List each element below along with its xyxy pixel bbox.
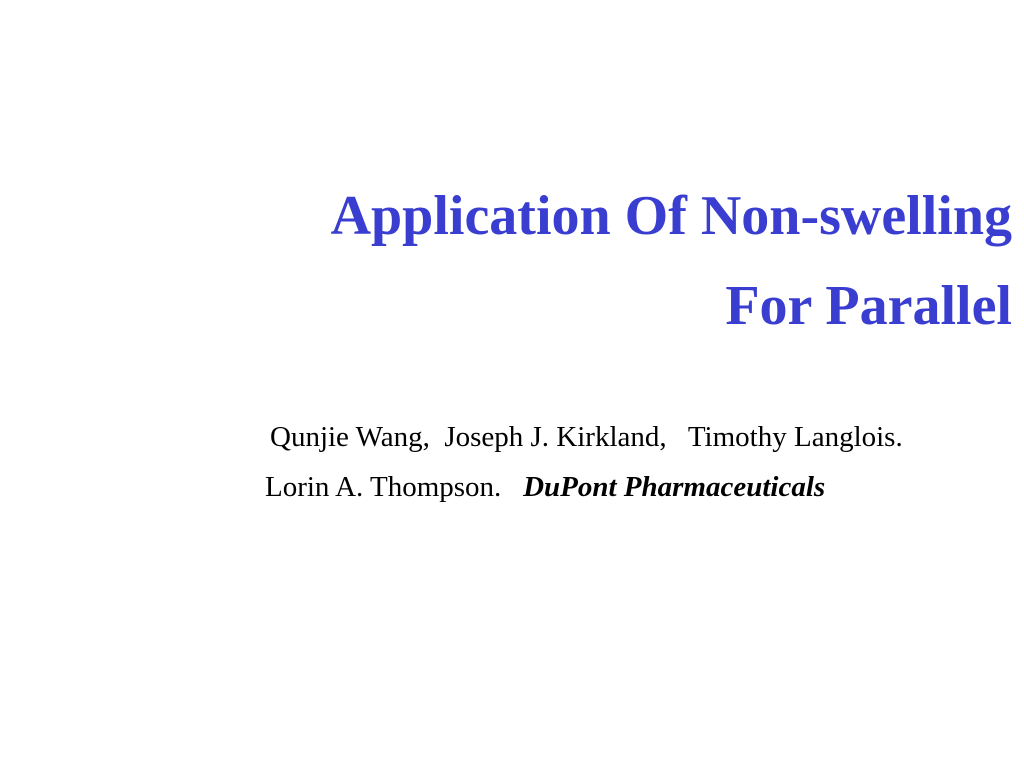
authors-line-1: Qunjie Wang, Joseph J. Kirkland, Timothy Langlois. [270,421,903,453]
title-line-1: Application Of Non-swelling [330,185,1012,247]
title-line-2: For Parallel [725,275,1012,337]
authors-line-2 [265,473,825,502]
affiliation: DuPont Pharmaceuticals [523,471,826,503]
author-name-lorin: Lorin A. Thompson. [265,471,524,503]
